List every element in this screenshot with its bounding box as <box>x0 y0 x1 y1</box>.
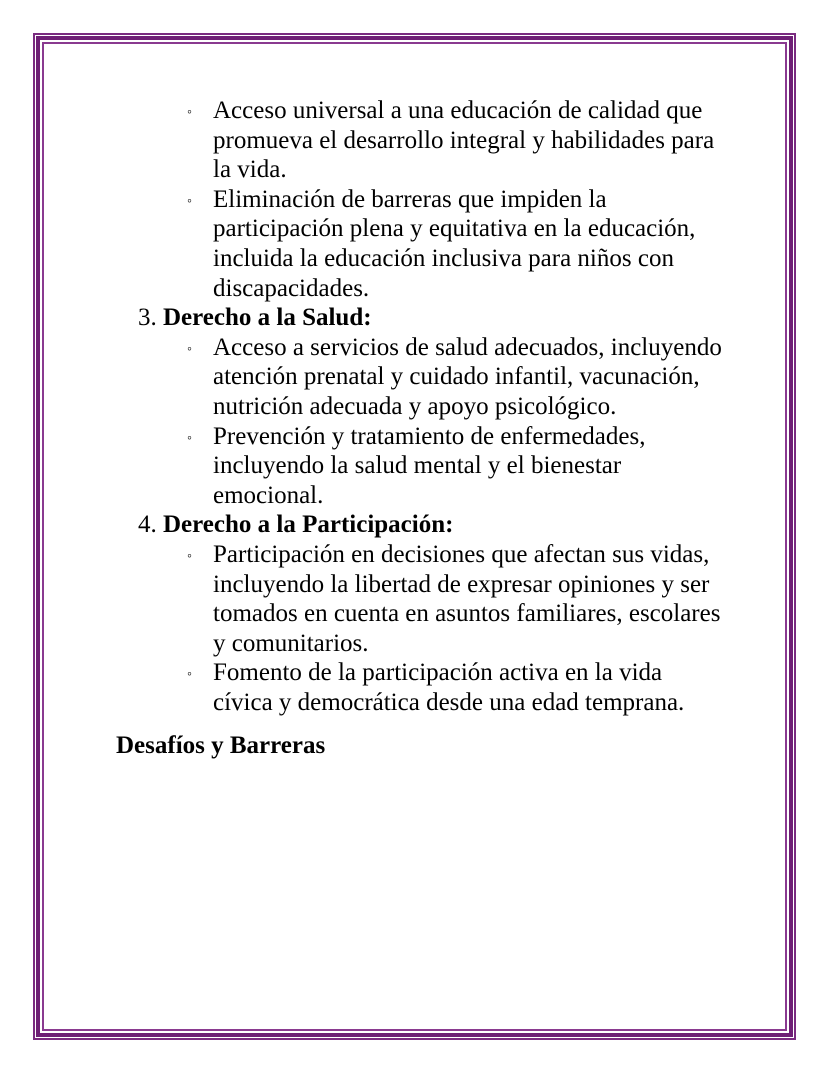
list-item <box>0 333 723 422</box>
bullet-icon: ◦ <box>187 105 192 120</box>
list-item-text: Fomento de la participación activa en la vida cívica y democrática desde una edad temprana. <box>213 659 685 716</box>
bullet-icon: ◦ <box>187 430 192 446</box>
list-item <box>0 96 723 185</box>
section-label: Derecho a la Participación: <box>163 511 454 539</box>
bullet-icon: ◦ <box>187 548 192 564</box>
list-item <box>0 185 723 303</box>
bullet-icon: ◦ <box>187 341 192 357</box>
list-item-text: Acceso universal a una educación de calidad que promueva el desarrollo integral y habilidades para la vida. <box>213 97 715 184</box>
list-item-text: Prevención y tratamiento de enfermedades, incluyendo la salud mental y el bienestar emocional. <box>213 422 646 509</box>
list-item <box>0 422 723 511</box>
section-label: Derecho a la Salud: <box>163 304 372 332</box>
list-item-text: Acceso a servicios de salud adecuados, incluyendo atención prenatal y cuidado infantil, vacunación, nutrición adecuada y apoyo psicológico. <box>213 333 722 420</box>
list-item-text: Participación en decisiones que afectan sus vidas, incluyendo la libertad de expresar opiniones y ser tomados en cuenta en asuntos familiares, escolares y comunitarios. <box>213 540 721 657</box>
document-body <box>0 96 828 761</box>
list-item <box>0 540 723 658</box>
list-number: 3. <box>138 304 157 332</box>
bullet-icon: ◦ <box>187 667 192 683</box>
bullet-icon: ◦ <box>187 193 192 209</box>
list-item <box>0 658 723 717</box>
numbered-heading <box>0 510 828 540</box>
list-item-text: Eliminación de barreras que impiden la participación plena y equitativa en la educación, incluida la educación inclusiva para niños con discapacidades. <box>213 185 696 302</box>
section-heading: Desafíos y Barreras <box>116 732 326 760</box>
numbered-heading <box>0 303 828 333</box>
list-number: 4. <box>138 511 157 539</box>
